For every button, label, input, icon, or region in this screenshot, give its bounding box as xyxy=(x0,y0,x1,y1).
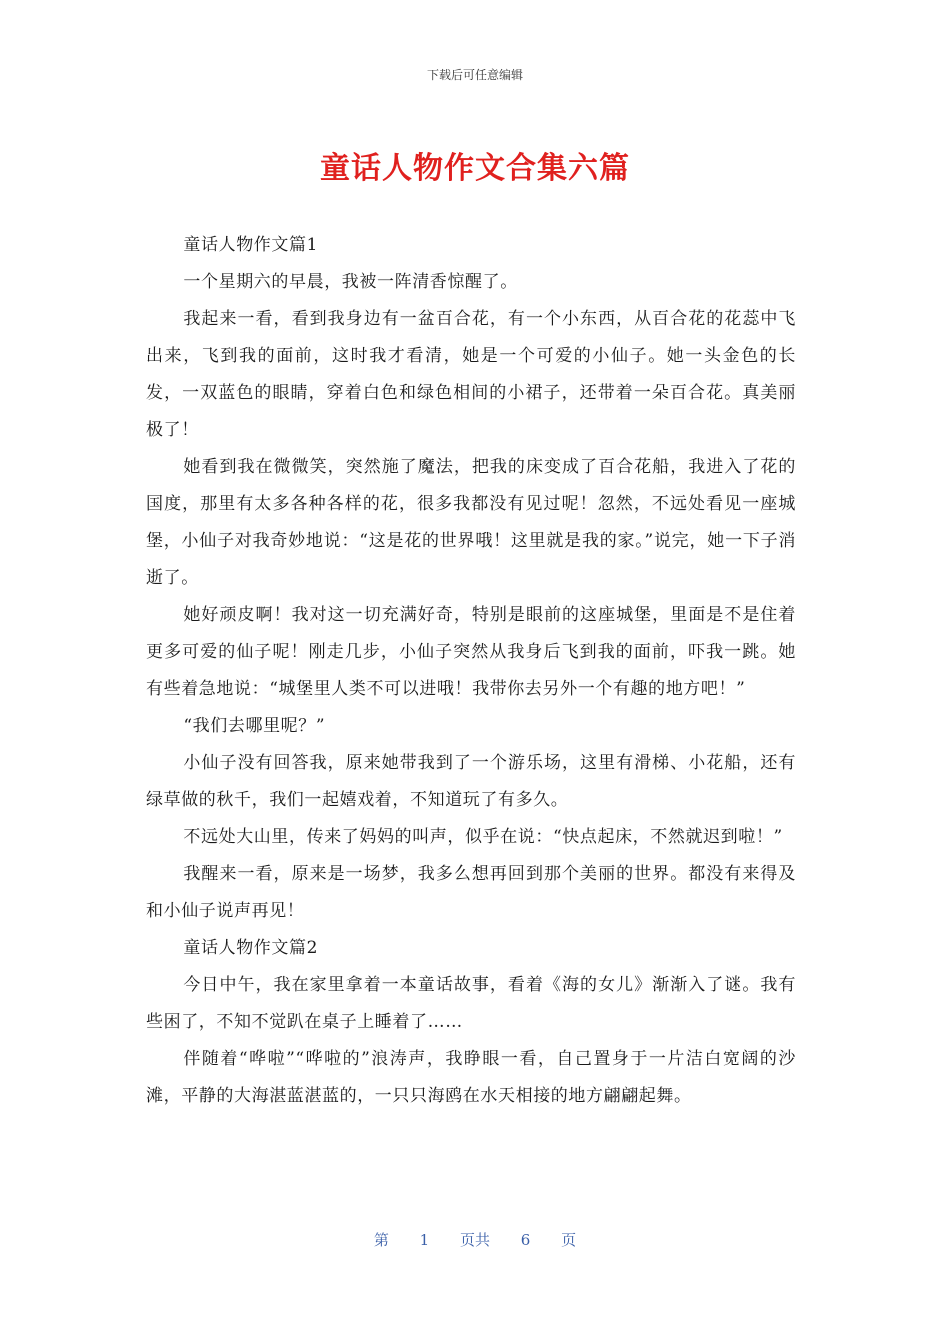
footer-total-pages: 6 xyxy=(520,1231,531,1249)
header-note: 下载后可任意编辑 xyxy=(426,68,523,82)
page-footer xyxy=(0,1229,950,1250)
footer-middle: 页共 xyxy=(459,1231,490,1249)
section-heading: 童话人物作文篇2 xyxy=(183,938,319,958)
paragraph: 伴随着“哗啦”“哗啦的”浪涛声，我睁眼一看，自己置身于一片洁白宽阔的沙滩，平静的大海湛蓝湛蓝的，一只只海鸥在水天相接的地方翩翩起舞。 xyxy=(146,1049,796,1106)
paragraph: “我们去哪里呢？” xyxy=(183,716,326,736)
footer-suffix: 页 xyxy=(561,1231,577,1249)
paragraph: 今日中午，我在家里拿着一本童话故事，看着《海的女儿》渐渐入了谜。我有些困了，不知不觉趴在桌子上睡着了…… xyxy=(146,975,796,1032)
paragraph: 我醒来一看，原来是一场梦，我多么想再回到那个美丽的世界。都没有来得及和小仙子说声再见！ xyxy=(146,864,796,921)
paragraph: 她看到我在微微笑，突然施了魔法，把我的床变成了百合花船，我进入了花的国度，那里有太多各种各样的花，很多我都没有见过呢！忽然，不远处看见一座城堡，小仙子对我奇妙地说：“这是花的世界哦！这里就是我的家。”说完，她一下子消逝了。 xyxy=(146,457,796,588)
footer-page-number: 1 xyxy=(419,1231,430,1249)
document-title: 童话人物作文合集六篇 xyxy=(320,151,630,186)
paragraph: 小仙子没有回答我，原来她带我到了一个游乐场，这里有滑梯、小花船，还有绿草做的秋千，我们一起嬉戏着，不知道玩了有多久。 xyxy=(146,753,796,810)
footer-prefix: 第 xyxy=(373,1231,389,1249)
paragraph: 一个星期六的早晨，我被一阵清香惊醒了。 xyxy=(183,272,518,292)
section-heading: 童话人物作文篇1 xyxy=(183,235,319,255)
paragraph: 她好顽皮啊！我对这一切充满好奇，特别是眼前的这座城堡，里面是不是住着更多可爱的仙子呢！刚走几步，小仙子突然从我身后飞到我的面前，吓我一跳。她有些着急地说：“城堡里人类不可以进哦！我带你去另外一个有趣的地方吧！” xyxy=(146,605,796,699)
paragraph: 不远处大山里，传来了妈妈的叫声，似乎在说：“快点起床，不然就迟到啦！” xyxy=(183,827,783,847)
paragraph: 我起来一看，看到我身边有一盆百合花，有一个小东西，从百合花的花蕊中飞出来，飞到我的面前，这时我才看清，她是一个可爱的小仙子。她一头金色的长发，一双蓝色的眼睛，穿着白色和绿色相间的小裙子，还带着一朵百合花。真美丽极了！ xyxy=(146,309,796,440)
document-body xyxy=(146,227,796,1115)
